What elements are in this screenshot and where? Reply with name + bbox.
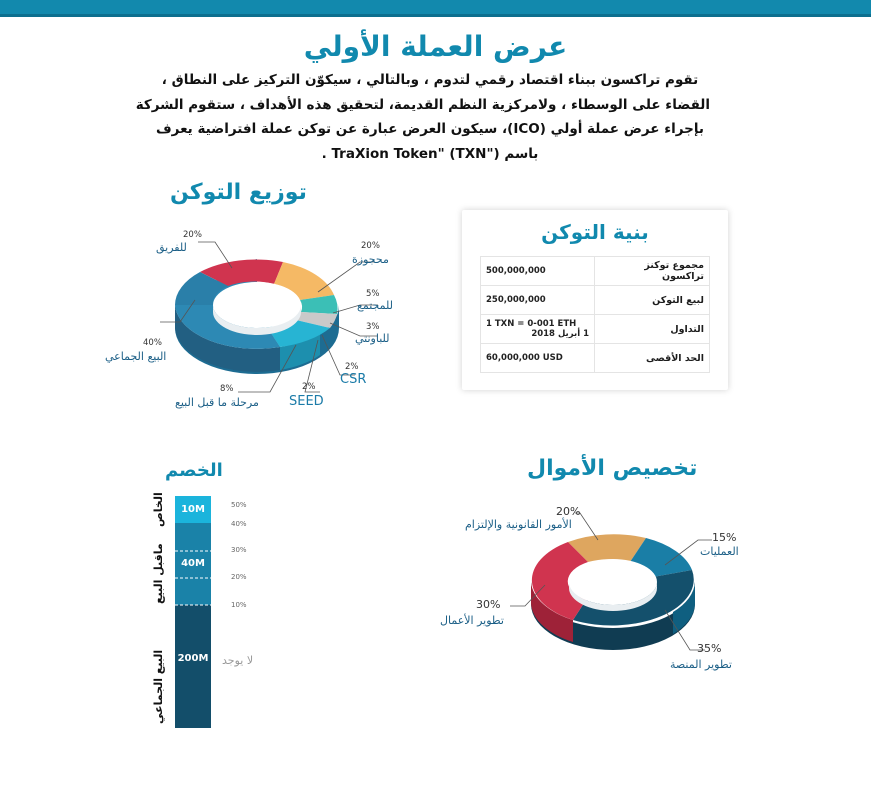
segment-value: 40M [181, 558, 205, 569]
discount-tick: 10% [231, 601, 247, 609]
intro-line: باسم ("TraXion Token" (TXN . [321, 145, 539, 162]
structure-key: التداول [595, 315, 710, 344]
dist-label-seed: SEED [289, 394, 324, 409]
funds-label-operations: العمليات [700, 545, 739, 558]
structure-key: مجموع توكنز تراكسون [595, 257, 710, 286]
dist-label-community: للمجتمع [357, 299, 393, 312]
distribution-title: توزيع التوكن [170, 180, 307, 205]
page-title: عرض العملة الأولي [303, 30, 568, 63]
trading-rate: 1 TXN = 0-001 ETH [486, 319, 577, 329]
dist-pct-presale: 8% [220, 384, 234, 394]
no-discount-label: لا يوجد [222, 654, 254, 667]
dist-label-crowdsale: البيع الجماعي [105, 350, 167, 363]
structure-value: 500,000,000 [481, 257, 595, 286]
dist-label-team: للفريق [156, 241, 187, 254]
discount-tick: 30% [231, 546, 247, 554]
segment-value: 10M [181, 504, 205, 515]
intro-line: القضاء على الوسطاء ، ولامركزية النظم القديمة، لتحقيق هذه الأهداف ، ستقوم الشركة [135, 96, 710, 113]
discount-tick: 20% [231, 573, 247, 581]
dist-pct-crowdsale: 40% [143, 338, 162, 348]
side-label-presale: ماقبل البيع [152, 543, 165, 604]
funds-label-legal: الأمور القانونية والإلتزام [465, 518, 572, 531]
structure-key: الحد الأقصى [595, 344, 710, 373]
intro-line: بإجراء عرض عملة أولي (ICO)، سيكون العرض عبارة عن توكن عملة افتراضية يعرف [155, 121, 704, 137]
structure-value: 250,000,000 [481, 286, 595, 315]
structure-value: 60,000,000 USD [481, 344, 595, 373]
funds-pct-business: 30% [476, 598, 501, 611]
dist-pct-community: 5% [366, 289, 380, 299]
dist-label-csr: CSR [340, 372, 367, 387]
funds-label-business: تطوير الأعمال [440, 614, 504, 627]
discount-title: الخصم [165, 460, 223, 481]
segment-value: 200M [177, 653, 209, 664]
dist-label-presale: مرحلة ما قبل البيع [175, 396, 259, 409]
funds-pct-platform: 35% [697, 642, 722, 655]
side-label-crowdsale: البيع الجماعي [152, 649, 165, 724]
side-label-private: الخاص [152, 492, 165, 527]
dist-pct-team: 20% [183, 230, 202, 240]
dist-label-bounty: للباونتي [355, 332, 390, 345]
dist-pct-seed: 2% [302, 382, 316, 392]
dist-pct-csr: 2% [345, 362, 359, 372]
intro-line: تقوم تراكسون ببناء اقتصاد رقمي لتدوم ، وبالتالي ، سيكوّن التركيز على النطاق ، [161, 72, 699, 88]
discount-tick: 40% [231, 520, 247, 528]
structure-key: لبيع التوكن [595, 286, 710, 315]
dist-label-reserved: محجوزة [352, 253, 389, 266]
structure-title: بنية التوكن [541, 220, 649, 244]
discount-tick: 50% [231, 501, 247, 509]
dist-pct-bounty: 3% [366, 322, 380, 332]
funds-title: تخصيص الأموال [527, 456, 698, 481]
funds-pct-legal: 20% [556, 505, 581, 518]
dist-pct-reserved: 20% [361, 241, 380, 251]
funds-label-platform: تطوير المنصة [670, 658, 732, 671]
funds-pct-operations: 15% [712, 531, 737, 544]
trading-date: 1 أبريل 2018 [531, 329, 589, 339]
